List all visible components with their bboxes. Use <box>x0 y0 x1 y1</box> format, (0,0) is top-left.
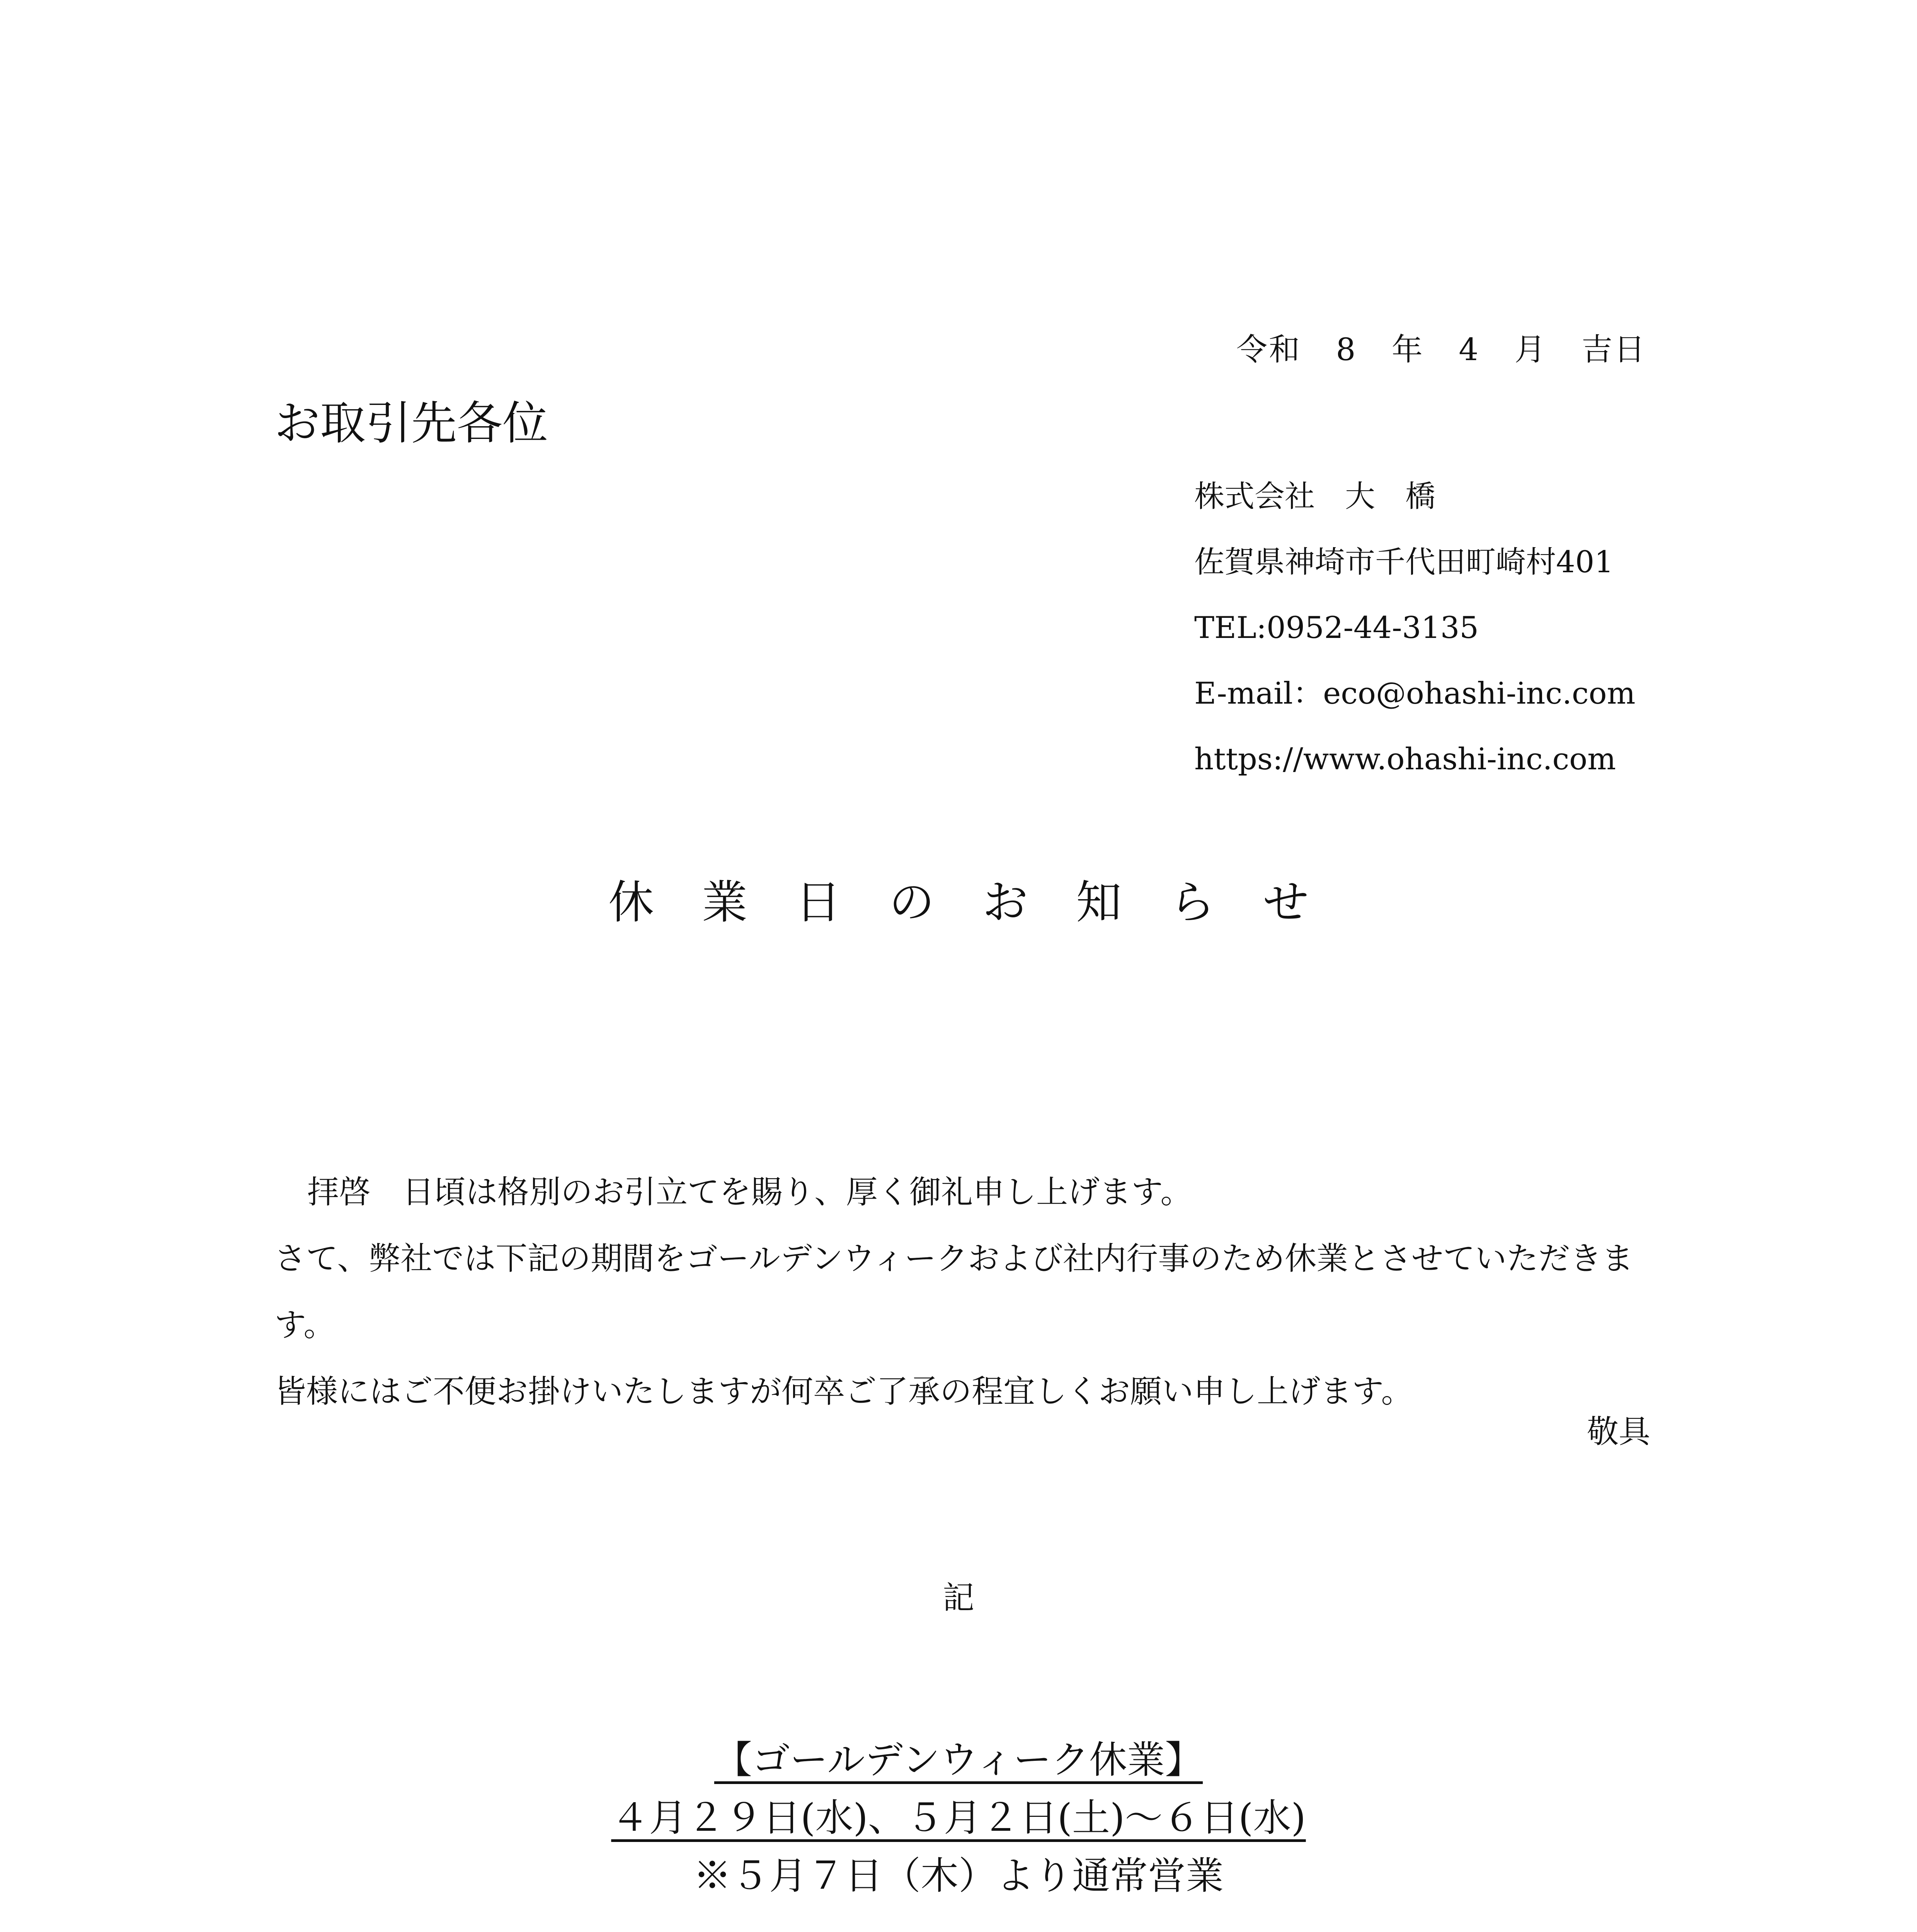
title-char: の <box>889 876 935 929</box>
gw-heading-text: 【ゴールデンウィーク休業】 <box>714 1738 1203 1782</box>
gw-heading <box>0 1731 1917 1789</box>
sender-url: https://www.ohashi-inc.com <box>1194 742 1616 777</box>
title-char: お <box>982 876 1028 929</box>
sender-company: 株式会社 大 橋 <box>1194 479 1436 514</box>
gw-note: ※５月７日（木）より通常営業 <box>693 1854 1224 1898</box>
title-char: 休 <box>608 876 654 929</box>
body-paragraph: 皆様にはご不便お掛けいたしますが何卒ご了承の程宜しくお願い申し上げます。 <box>274 1373 1413 1410</box>
body-paragraph: さて、弊社では下記の期間をゴールデンウィークおよび社内行事のため休業とさせていただきます。 <box>274 1240 1634 1344</box>
date-era: 令和 <box>1236 332 1301 367</box>
recipient: お取引先各位 <box>274 396 548 450</box>
issue-date <box>1236 325 1646 369</box>
title-char: せ <box>1263 876 1309 929</box>
date-day: 吉日 <box>1582 332 1646 367</box>
date-month: 4 <box>1459 332 1480 367</box>
sender-tel: TEL:0952-44-3135 <box>1194 611 1479 645</box>
ki-heading: 記 <box>942 1580 974 1616</box>
date-year: 8 <box>1336 332 1357 367</box>
date-month-unit: 月 <box>1514 332 1547 367</box>
greeting: 拝啓 日頃は格別のお引立てを賜り、厚く御礼申し上げます。 <box>307 1174 1192 1211</box>
gw-dates-text: ４月２９日(水)、５月２日(土)～６日(水) <box>611 1796 1306 1840</box>
sender-block <box>1194 464 1635 792</box>
gw-dates <box>0 1789 1917 1847</box>
sender-address: 佐賀県神埼市千代田町崎村401 <box>1194 545 1614 580</box>
letter-body <box>274 1159 1650 1425</box>
title-char: 知 <box>1076 876 1122 929</box>
title-char: 業 <box>701 876 747 929</box>
document-title <box>0 866 1917 931</box>
title-char: 日 <box>795 876 841 929</box>
date-year-unit: 年 <box>1391 332 1424 367</box>
title-char: ら <box>1170 876 1216 929</box>
sender-email: E-mail：eco@ohashi-inc.com <box>1194 676 1636 711</box>
closing: 敬具 <box>1587 1413 1650 1450</box>
